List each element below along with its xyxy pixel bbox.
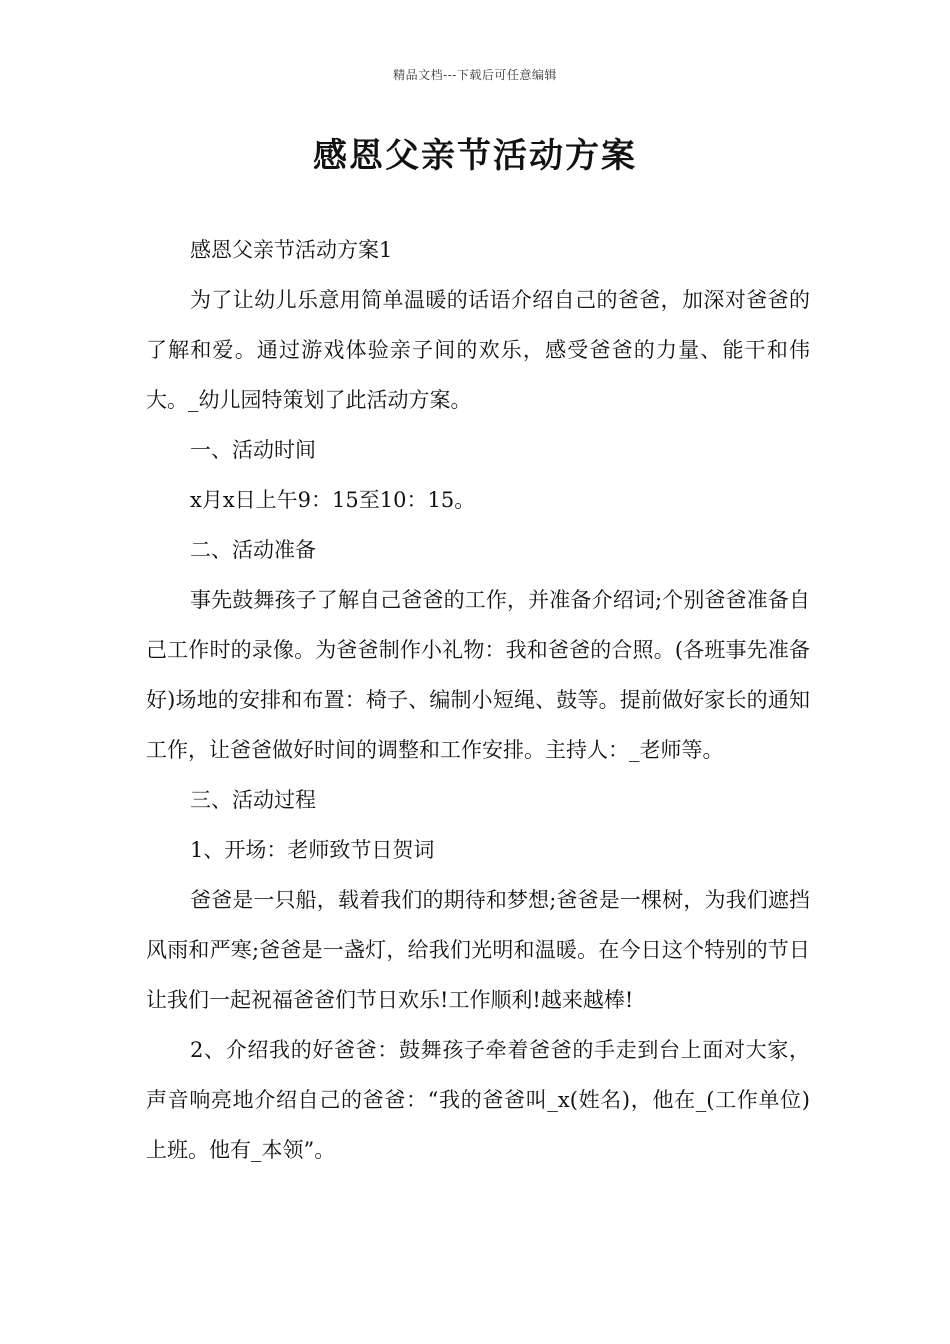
document-body [146,225,810,1175]
section-heading-preparation: 二、活动准备 [190,538,316,562]
paragraph-greeting: 爸爸是一只船，载着我们的期待和梦想;爸爸是一棵树，为我们遮挡风雨和严寒;爸爸是一盏灯，给我们光明和温暖。在今日这个特别的节日让我们一起祝福爸爸们节日欢乐!工作顺利!越来越棒! [146,888,810,1012]
document-title: 感恩父亲节活动方案 [313,136,637,176]
paragraph-introduce-dad: 2、介绍我的好爸爸：鼓舞孩子牵着爸爸的手走到台上面对大家，声音响亮地介绍自己的爸爸：“我的爸爸叫_x(姓名)，他在_(工作单位)上班。他有_本领”。 [146,1038,810,1162]
header-note: 精品文档---下载后可任意编辑 [393,68,557,82]
paragraph-time: x月x日上午9：15至10：15。 [190,488,476,512]
section-heading-process: 三、活动过程 [190,788,316,812]
section-heading-plan-1: 感恩父亲节活动方案1 [190,238,393,262]
paragraph-preparation: 事先鼓舞孩子了解自己爸爸的工作，并准备介绍词;个别爸爸准备自己工作时的录像。为爸爸制作小礼物：我和爸爸的合照。(各班事先准备好)场地的安排和布置：椅子、编制小短绳、鼓等。提前做好家长的通知工作，让爸爸做好时间的调整和工作安排。主持人：_老师等。 [146,588,810,762]
subheading-opening: 1、开场：老师致节日贺词 [190,838,435,862]
section-heading-time: 一、活动时间 [190,438,316,462]
paragraph-intro: 为了让幼儿乐意用简单温暖的话语介绍自己的爸爸，加深对爸爸的了解和爱。通过游戏体验亲子间的欢乐，感受爸爸的力量、能干和伟大。_幼儿园特策划了此活动方案。 [146,288,810,412]
